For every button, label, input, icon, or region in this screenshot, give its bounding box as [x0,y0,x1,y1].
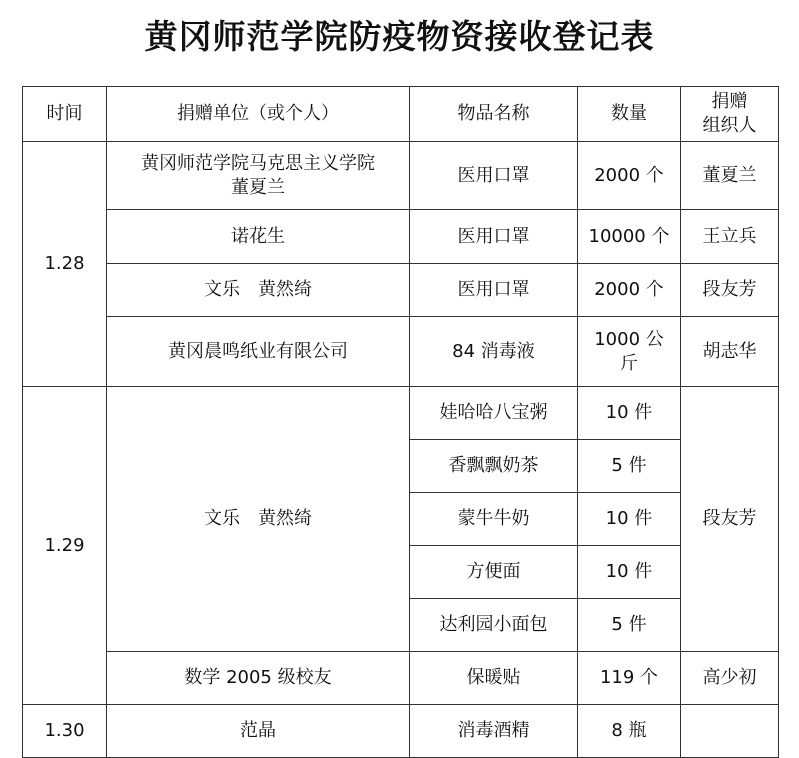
qty-cell: 2000 个 [578,264,681,317]
table-row [23,210,779,264]
header-organizer-line1: 捐赠 [711,91,748,112]
header-unit: 捐赠单位（或个人） [107,87,410,142]
qty-cell: 10 件 [578,493,681,546]
header-organizer-line2: 组织人 [702,115,757,136]
qty-cell [578,317,681,387]
item-cell: 蒙牛牛奶 [410,493,578,546]
page-title: 黄冈师范学院防疫物资接收登记表 [144,17,655,56]
item-cell: 方便面 [410,546,578,599]
table-row [23,652,779,705]
donor-cell: 数学 2005 级校友 [107,652,410,705]
organizer-cell: 段友芳 [681,387,779,652]
organizer-cell: 王立兵 [681,210,779,264]
qty-line1: 1000 公 [594,328,664,350]
donor-cell: 文乐 黄然绮 [107,264,410,317]
organizer-cell: 董夏兰 [681,142,779,210]
header-time: 时间 [23,87,107,142]
donor-cell: 诺花生 [107,210,410,264]
item-cell: 保暖贴 [410,652,578,705]
qty-cell: 5 件 [578,440,681,493]
qty-cell: 5 件 [578,599,681,652]
qty-cell: 10000 个 [578,210,681,264]
table-row [23,387,779,440]
donor-line1: 黄冈师范学院马克思主义学院 [141,152,375,174]
header-qty: 数量 [578,87,681,142]
table-row [23,317,779,387]
donor-cell: 黄冈晨鸣纸业有限公司 [107,317,410,387]
donor-cell: 范晶 [107,705,410,758]
qty-line2: 斤 [620,352,638,374]
item-cell: 84 消毒液 [410,317,578,387]
date-cell: 1.30 [23,705,107,758]
header-row [23,87,779,142]
donor-line2: 董夏兰 [231,176,285,198]
table-row [23,142,779,210]
organizer-cell: 高少初 [681,652,779,705]
qty-cell: 8 瓶 [578,705,681,758]
table-row [23,705,779,758]
donor-cell [107,142,410,210]
table-row [23,264,779,317]
item-cell: 消毒酒精 [410,705,578,758]
date-cell: 1.29 [23,387,107,705]
donation-register-table [22,86,779,758]
qty-cell: 119 个 [578,652,681,705]
header-item: 物品名称 [410,87,578,142]
qty-cell: 10 件 [578,387,681,440]
item-cell: 娃哈哈八宝粥 [410,387,578,440]
qty-cell: 2000 个 [578,142,681,210]
item-cell: 医用口罩 [410,264,578,317]
donor-cell: 文乐 黄然绮 [107,387,410,652]
item-cell: 医用口罩 [410,142,578,210]
organizer-cell [681,705,779,758]
date-cell: 1.28 [23,142,107,387]
organizer-cell: 胡志华 [681,317,779,387]
qty-cell: 10 件 [578,546,681,599]
header-organizer [681,87,779,142]
item-cell: 医用口罩 [410,210,578,264]
item-cell: 达利园小面包 [410,599,578,652]
organizer-cell: 段友芳 [681,264,779,317]
item-cell: 香飘飘奶茶 [410,440,578,493]
